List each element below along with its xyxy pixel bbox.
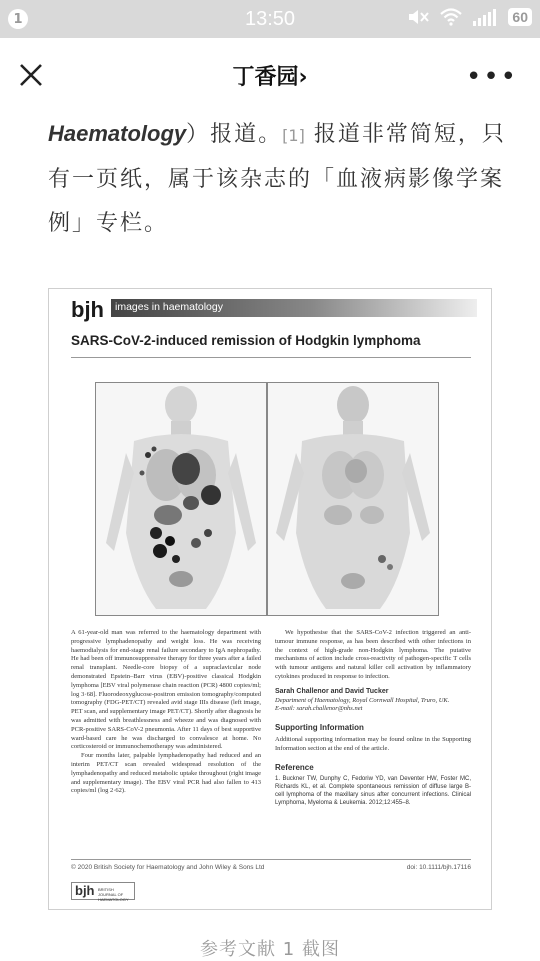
- supporting-text: Additional supporting information may be found online in the Supporting Information section at the end of the article.: [275, 735, 471, 752]
- article-text-1: ）报道。: [186, 122, 283, 147]
- footer-divider: [71, 859, 471, 860]
- signal-icon: [472, 8, 498, 26]
- hypothesis-paragraph: We hypothesise that the SARS-CoV-2 infection triggered an anti-tumour immune response, as has been described with other infections in the context of high-grade non-Hodgkin lymphoma. The putative mechanisms of action include cross-reactivity of pathogen-specific T cells with tumour antigens and natural killer cell activation by inflammatory cytokines produced in response to infection.: [275, 629, 471, 680]
- author-email: E-mail: sarah.challenor@nhs.net: [275, 705, 363, 713]
- pet-scan-before: [95, 382, 267, 616]
- account-title[interactable]: [0, 60, 540, 91]
- paper-column-right: [275, 629, 471, 807]
- account-name: 丁香园: [232, 65, 299, 90]
- case-paragraph-1: A 61-year-old man was referred to the haematology department with progressive lymphadenopathy and weight loss. He was receiving haemodialysis for end-stage renal failure secondary to IgA nephropathy. He had been off immunosuppressive therapy for three years after a failed renal transplant. Needle-core biopsy of a supraclavicular node demonstrated Epstein–Barr virus (EBV)-positive classical Hodgkin lymphoma [EBV viral polymerase chain reaction (PCR) 4800 copies/ml; log 3·68]. Fluorodeoxyglucose-positron emission tomography/computed tomography (FDG-PET/CT) revealed avid stage IIIs disease (left image, PET scan, and supplementary image PET/CT). Shortly after diagnosis he was admitted with breathlessness and wheeze and was diagnosed with PCR-positive SARS-CoV-2 pneumonia. After 11 days of best supportive ward-based care he was discharged to convalesce at home. No corticosteroid or immunochemotherapy was administered.: [71, 629, 261, 751]
- article-body: [48, 112, 508, 246]
- footer-logo-subtitle: BRITISH JOURNAL OF HAEMATOLOGY: [98, 887, 129, 902]
- title-divider: [71, 357, 471, 358]
- status-bar: [0, 0, 540, 38]
- journal-logo: bjh: [71, 297, 104, 322]
- reference-item: 1. Buckner TW, Dunphy C, Fedoriw YD, van Deventer HW, Foster MC, Richards KL, et al. Complete spontaneous remission of diffuse large B-cell lymphoma of the maxillary sinus after concurrent infections. Clinical Lymphoma, Myeloma & Leukemia. 2012;12:455–8.: [275, 776, 471, 807]
- chevron-right-icon: ›: [298, 65, 308, 90]
- reference-link[interactable]: [1]: [282, 126, 305, 145]
- status-icons: [408, 8, 532, 26]
- copyright: © 2020 British Society for Haematology and John Wiley & Sons Ltd: [71, 864, 265, 871]
- section-header: images in haematology: [115, 301, 223, 313]
- pet-scan-after: [267, 382, 439, 616]
- article-text-2: 报道非常简短，只有一页纸，属于该杂志的「血液病影像学案例」专栏。: [48, 122, 506, 236]
- battery-indicator: 60: [508, 8, 532, 26]
- mute-icon: [408, 8, 430, 26]
- nav-bar: [0, 38, 540, 112]
- image-caption: 参考文献 1 截图: [200, 939, 340, 960]
- affiliation: Department of Haematology, Royal Cornwall Hospital, Truro, UK.: [275, 696, 450, 704]
- case-paragraph-2: Four months later, palpable lymphadenopathy had reduced and an interim PET/CT scan revealed widespread resolution of the lymphadenopathy and reduced metabolic uptake throughout (right image and supplementary image). The EBV viral PCR had also fallen to 413 copies/ml (log 2·62).: [71, 752, 261, 795]
- paper-footer: [71, 864, 471, 871]
- reference-heading: Reference: [275, 762, 314, 772]
- wifi-icon: [440, 8, 462, 26]
- paper-column-left: [71, 629, 261, 796]
- paper-image[interactable]: [48, 288, 492, 910]
- authors: Sarah Challenor and David Tucker: [275, 687, 389, 695]
- supporting-heading: Supporting Information: [275, 723, 364, 733]
- journal-name: Haematology: [48, 121, 187, 146]
- footer-logo: [71, 882, 135, 900]
- more-menu-icon[interactable]: •••: [465, 62, 518, 92]
- paper-title: SARS-CoV-2-induced remission of Hodgkin lymphoma: [71, 333, 421, 348]
- clock: 13:50: [244, 8, 296, 30]
- doi: doi: 10.1111/bjh.17116: [406, 864, 471, 871]
- footer-logo-mark: bjh: [75, 883, 95, 898]
- notification-badge: 1: [8, 9, 28, 29]
